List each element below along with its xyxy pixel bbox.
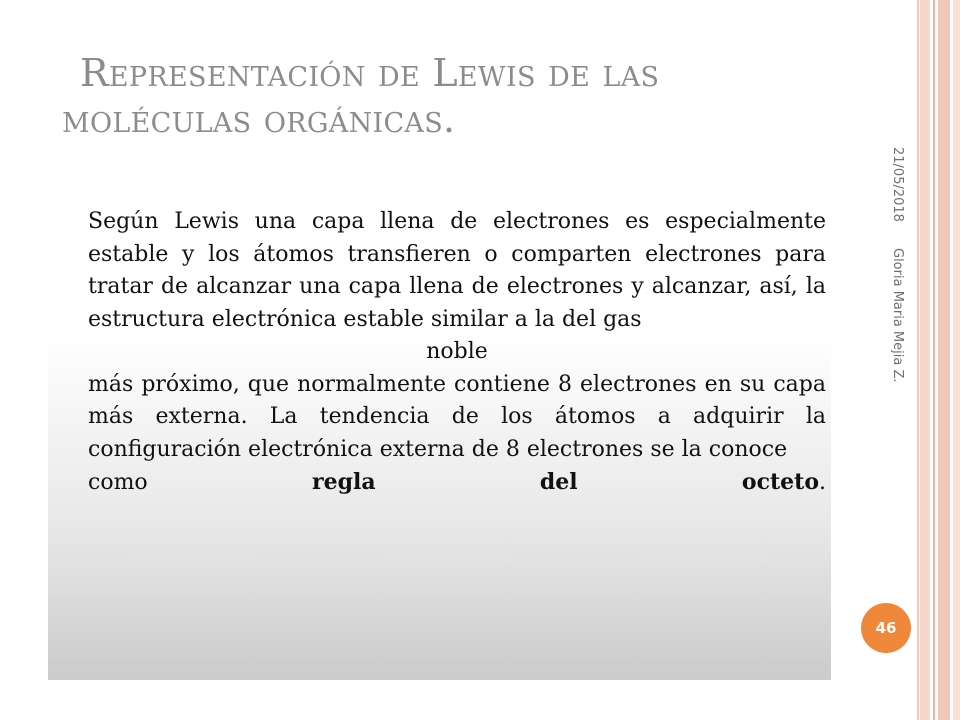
bold-term-octeto-wrap	[742, 470, 826, 495]
slide-title	[62, 50, 852, 142]
bold-term-regla: regla	[311, 469, 376, 495]
body-paragraph-1: Según Lewis una capa llena de electrones es especialmente estable y los átomos transfieren o comparten electrones para tratar de alcanzar una capa llena de electrones y alcanzar, así, la estructura electrónica estable similar a la del gas	[88, 209, 826, 332]
page-number-badge	[861, 603, 911, 653]
bold-term-del: del	[539, 469, 578, 495]
page-number: 46	[875, 619, 897, 637]
decorative-stripe	[953, 0, 960, 720]
body-text	[88, 206, 826, 500]
decorative-stripe	[938, 0, 950, 720]
body-last-line-end: .	[819, 470, 826, 495]
bold-term-octeto: octeto	[741, 469, 819, 495]
side-date: 21/05/2018	[890, 147, 905, 222]
body-paragraph-2: más próximo, que normalmente contiene 8 electrones en su capa más externa. La tendencia de los átomos a adquirir la configuración electrónica externa de 8 electrones se la conoce	[88, 371, 826, 462]
side-author: Gloria Maria Mejia Z.	[890, 248, 905, 383]
body-centered-word: noble	[426, 339, 488, 364]
decorative-stripe	[933, 0, 935, 720]
decorative-stripe	[920, 0, 930, 720]
slide-title-line-1: Representación de Lewis de las	[80, 51, 660, 95]
body-last-line	[88, 466, 826, 500]
decorative-stripe	[917, 0, 919, 720]
slide-title-line-2: moléculas orgánicas.	[62, 97, 456, 141]
body-last-line-start: como	[88, 470, 148, 495]
